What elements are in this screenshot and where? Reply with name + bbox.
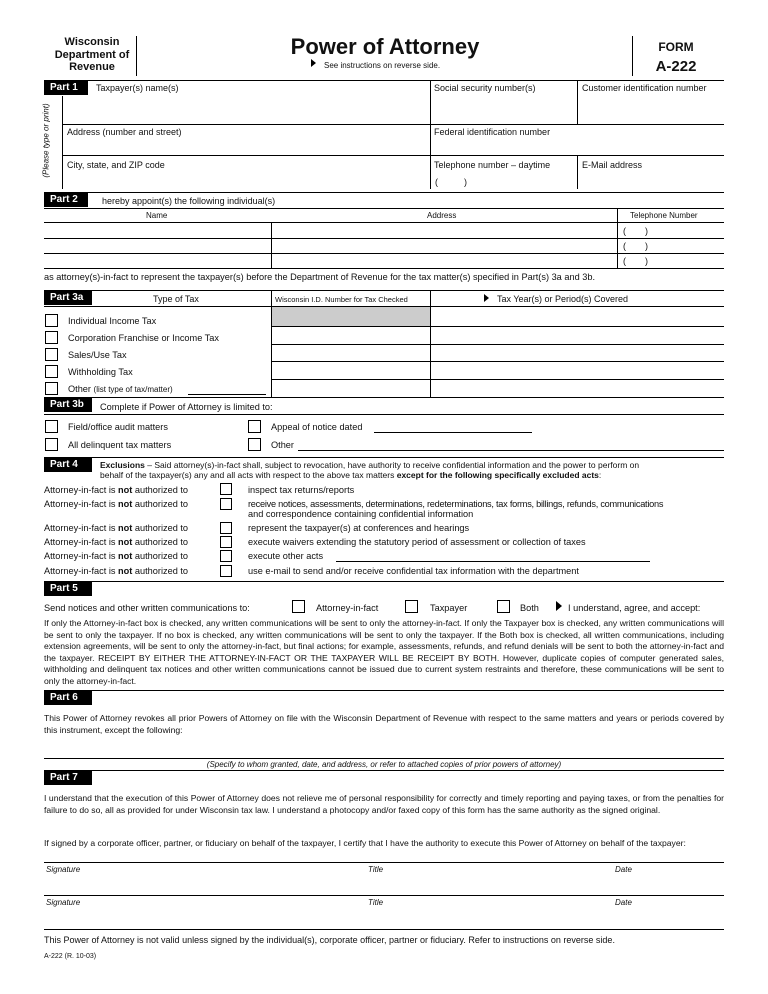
delinquent-label: All delinquent tax matters xyxy=(68,440,172,450)
checkbox-other-tax[interactable] xyxy=(45,382,58,395)
checkbox-act-represent[interactable] xyxy=(220,522,232,534)
prior-poa-line[interactable] xyxy=(44,758,724,759)
col-name: Name xyxy=(146,211,168,220)
opt-both: Both xyxy=(520,603,539,613)
checkbox-attorney[interactable] xyxy=(292,600,305,613)
part5-paragraph: If only the Attorney-in-fact box is checked, any written communications will be sent to only the attorney-in-fact. If only the Taxpayer box is checked, any written communications will be sent to only the taxpayer. If no box is checked, any written communications will be sent to only the taxpayer. If the Both box is checked, all written communications, including extension agreements, will be sent to only the attorney-in-fact, but final actions; for example, assessments, refunds, and refund denials will be sent to both the attorney-in-fact and the taxpayer. RECEIPT BY EITHER THE ATTORNEY-IN-FACT OR THE TAXPAYER WILL BE RECEIPT BY BOTH. However, duplicate copies of computer generated sales, withholding and delinquent tax notices and other written communications cannot be issued due to current system restraints and therefore, these communications will be sent to only the attorney-in-fact. xyxy=(44,618,724,686)
agree-arrow-icon xyxy=(556,601,562,611)
checkbox-act-receive[interactable] xyxy=(220,498,232,510)
phone-paren-close-1: ) xyxy=(645,226,648,236)
phone-paren-close-2: ) xyxy=(645,241,648,251)
act-other: execute other acts xyxy=(248,551,324,561)
ssn-label: Social security number(s) xyxy=(434,83,536,93)
exclusions-line-1 xyxy=(100,460,639,470)
checkbox-sales-use[interactable] xyxy=(45,348,58,361)
customer-id-label: Customer identification number xyxy=(582,83,707,93)
part6-paragraph: This Power of Attorney revokes all prior Powers of Attorney on file with the Wisconsin Department of Revenue with respect to the same matters and years or periods covered by this instrument, except the following: xyxy=(44,713,724,735)
checkbox-act-inspect[interactable] xyxy=(220,483,232,495)
act-other-line[interactable] xyxy=(336,561,650,562)
part1-side-note: (Please type or print) xyxy=(41,103,51,178)
exclusions-text-2: behalf of the taxpayer(s) any and all acts with respect to the above tax matters xyxy=(100,470,397,480)
item-other-hint: (list type of tax/matter) xyxy=(93,385,173,394)
form-revision: A-222 (R. 10-03) xyxy=(44,953,97,960)
part2-label: Part 2 xyxy=(44,193,88,207)
act-email: use e-mail to send and/or receive confidential tax information with the department xyxy=(248,566,579,576)
act-receive: receive notices, assessments, determinations, redeterminations, tax forms, billings, refunds, communications xyxy=(248,499,664,509)
checkbox-act-other[interactable] xyxy=(220,550,232,562)
act-inspect: inspect tax returns/reports xyxy=(248,485,355,495)
other-tax-line[interactable] xyxy=(188,394,266,395)
exclusions-text-end: : xyxy=(598,470,602,480)
part2-statement: as attorney(s)-in-fact to represent the taxpayer(s) before the Department of Revenue for the tax matter(s) specified in Part(s) 3a and 3b. xyxy=(44,272,595,282)
form-title: Power of Attorney xyxy=(290,34,480,59)
checkbox-corporation-franchise[interactable] xyxy=(45,331,58,344)
act-row-5-prefix: Attorney-in-fact is not authorized to xyxy=(44,551,189,561)
address-label: Address (number and street) xyxy=(67,127,182,137)
checkbox-field-audit[interactable] xyxy=(45,420,58,433)
instructions-arrow-icon xyxy=(311,59,316,67)
phone-area-open: ( xyxy=(435,177,438,187)
header-divider-left xyxy=(136,36,137,76)
checkbox-both[interactable] xyxy=(497,600,510,613)
other-matter-label: Other xyxy=(271,440,294,450)
checkbox-withholding[interactable] xyxy=(45,365,58,378)
part7-label: Part 7 xyxy=(44,771,92,785)
phone-area-close: ) xyxy=(464,177,467,187)
act-receive-cont: and correspondence containing confidential information xyxy=(248,509,474,519)
appeal-date-line[interactable] xyxy=(374,432,532,433)
other-matter-line[interactable] xyxy=(298,450,724,451)
act-row-4-prefix: Attorney-in-fact is not authorized to xyxy=(44,537,189,547)
years-arrow-icon xyxy=(484,294,489,302)
signature-line-2[interactable] xyxy=(44,895,724,896)
part6-label: Part 6 xyxy=(44,691,92,705)
phone-paren-open-3: ( xyxy=(623,256,626,266)
signature-label-2: Signature xyxy=(46,898,81,907)
agency-line-3: Revenue xyxy=(69,61,115,73)
phone-paren-close-3: ) xyxy=(645,256,648,266)
date-label-2: Date xyxy=(615,898,632,907)
act-row-1-prefix: Attorney-in-fact is not authorized to xyxy=(44,485,189,495)
form-number: A-222 xyxy=(655,58,697,75)
col-phone: Telephone Number xyxy=(630,211,698,220)
part1-side-border xyxy=(62,96,63,189)
exclusions-title: Exclusions xyxy=(100,460,145,470)
opt-taxpayer: Taxpayer xyxy=(430,603,468,613)
title-label-1: Title xyxy=(368,865,384,874)
checkbox-individual-income[interactable] xyxy=(45,314,58,327)
opt-attorney: Attorney-in-fact xyxy=(316,603,379,613)
city-label: City, state, and ZIP code xyxy=(67,160,165,170)
col-years: Tax Year(s) or Period(s) Covered xyxy=(497,294,629,304)
title-label-2: Title xyxy=(368,898,384,907)
col-address: Address xyxy=(427,211,457,220)
checkbox-act-email[interactable] xyxy=(220,565,232,577)
part5-label: Part 5 xyxy=(44,582,92,596)
checkbox-act-waivers[interactable] xyxy=(220,536,232,548)
col-wi-id: Wisconsin I.D. Number for Tax Checked xyxy=(275,295,408,304)
part4-label: Part 4 xyxy=(44,458,92,472)
phone-paren-open-1: ( xyxy=(623,226,626,236)
email-label: E-Mail address xyxy=(582,160,643,170)
part2-intro: hereby appoint(s) the following individual(s) xyxy=(102,196,276,206)
date-label-1: Date xyxy=(615,865,632,874)
instructions-note: See instructions on reverse side. xyxy=(324,61,441,70)
exclusions-line-2 xyxy=(100,470,601,480)
act-row-2-prefix: Attorney-in-fact is not authorized to xyxy=(44,499,189,509)
checkbox-other-matter[interactable] xyxy=(248,438,261,451)
exclusions-text-1: – Said attorney(s)-in-fact shall, subject to revocation, have authority to receive confidential information and the power to perform on xyxy=(144,460,640,470)
item-sales-use: Sales/Use Tax xyxy=(68,350,127,360)
part1-label: Part 1 xyxy=(44,81,88,95)
item-individual-income: Individual Income Tax xyxy=(68,316,157,326)
header-divider-right xyxy=(632,36,633,76)
fein-label: Federal identification number xyxy=(434,127,551,137)
part3b-label: Part 3b xyxy=(44,398,92,412)
signature-label-1: Signature xyxy=(46,865,81,874)
col-type-of-tax: Type of Tax xyxy=(153,294,199,304)
part3a-label: Part 3a xyxy=(44,291,92,305)
footer-note: This Power of Attorney is not valid unless signed by the individual(s), corporate officer, partner or fiduciary. Refer to instructions on reverse side. xyxy=(44,935,615,945)
phone-label: Telephone number – daytime xyxy=(434,160,551,170)
item-corporation-franchise: Corporation Franchise or Income Tax xyxy=(68,333,219,343)
checkbox-delinquent[interactable] xyxy=(45,438,58,451)
agency-line-1: Wisconsin xyxy=(64,36,120,48)
taxpayer-names-label: Taxpayer(s) name(s) xyxy=(96,83,179,93)
appeal-label: Appeal of notice dated xyxy=(271,422,363,432)
agency-line-2: Department of xyxy=(54,48,130,61)
item-other xyxy=(68,384,173,394)
phone-paren-open-2: ( xyxy=(623,241,626,251)
act-row-3-prefix: Attorney-in-fact is not authorized to xyxy=(44,523,189,533)
exclusions-text-bold: except for the following specifically excluded acts xyxy=(396,470,599,480)
signature-line-1[interactable] xyxy=(44,862,724,863)
part7-paragraph-2: If signed by a corporate officer, partner, or fiduciary on behalf of the taxpayer, I certify that I have the authority to execute this Power of Attorney on behalf of the taxpayer: xyxy=(44,838,686,848)
wi-id-shaded-cell xyxy=(272,307,430,326)
item-withholding: Withholding Tax xyxy=(68,367,133,377)
part7-paragraph-1: I understand that the execution of this Power of Attorney does not relieve me of personal responsibility for correctly and timely reporting and paying taxes, or from the penalties for failure to do so, all as provided for under Wisconsin tax law. I understand a photocopy and/or faxed copy of this form has the same authority as the signed original. xyxy=(44,793,724,815)
part6-specify: (Specify to whom granted, date, and address, or refer to attached copies of prior powers of attorney) xyxy=(206,760,562,769)
send-notices-label: Send notices and other written communications to: xyxy=(44,603,250,613)
form-label: FORM xyxy=(658,40,694,54)
checkbox-appeal[interactable] xyxy=(248,420,261,433)
part3b-intro: Complete if Power of Attorney is limited to: xyxy=(100,402,273,412)
agency-name xyxy=(48,36,136,74)
address-field[interactable] xyxy=(64,138,428,154)
act-waivers: execute waivers extending the statutory period of assessment or collection of taxes xyxy=(248,537,586,547)
agree-label: I understand, agree, and accept: xyxy=(568,603,701,613)
act-represent: represent the taxpayer(s) at conferences and hearings xyxy=(248,523,470,533)
taxpayer-names-field[interactable] xyxy=(92,95,428,122)
field-audit-label: Field/office audit matters xyxy=(68,422,168,432)
act-row-6-prefix: Attorney-in-fact is not authorized to xyxy=(44,566,189,576)
checkbox-taxpayer[interactable] xyxy=(405,600,418,613)
item-other-label: Other xyxy=(68,384,91,394)
